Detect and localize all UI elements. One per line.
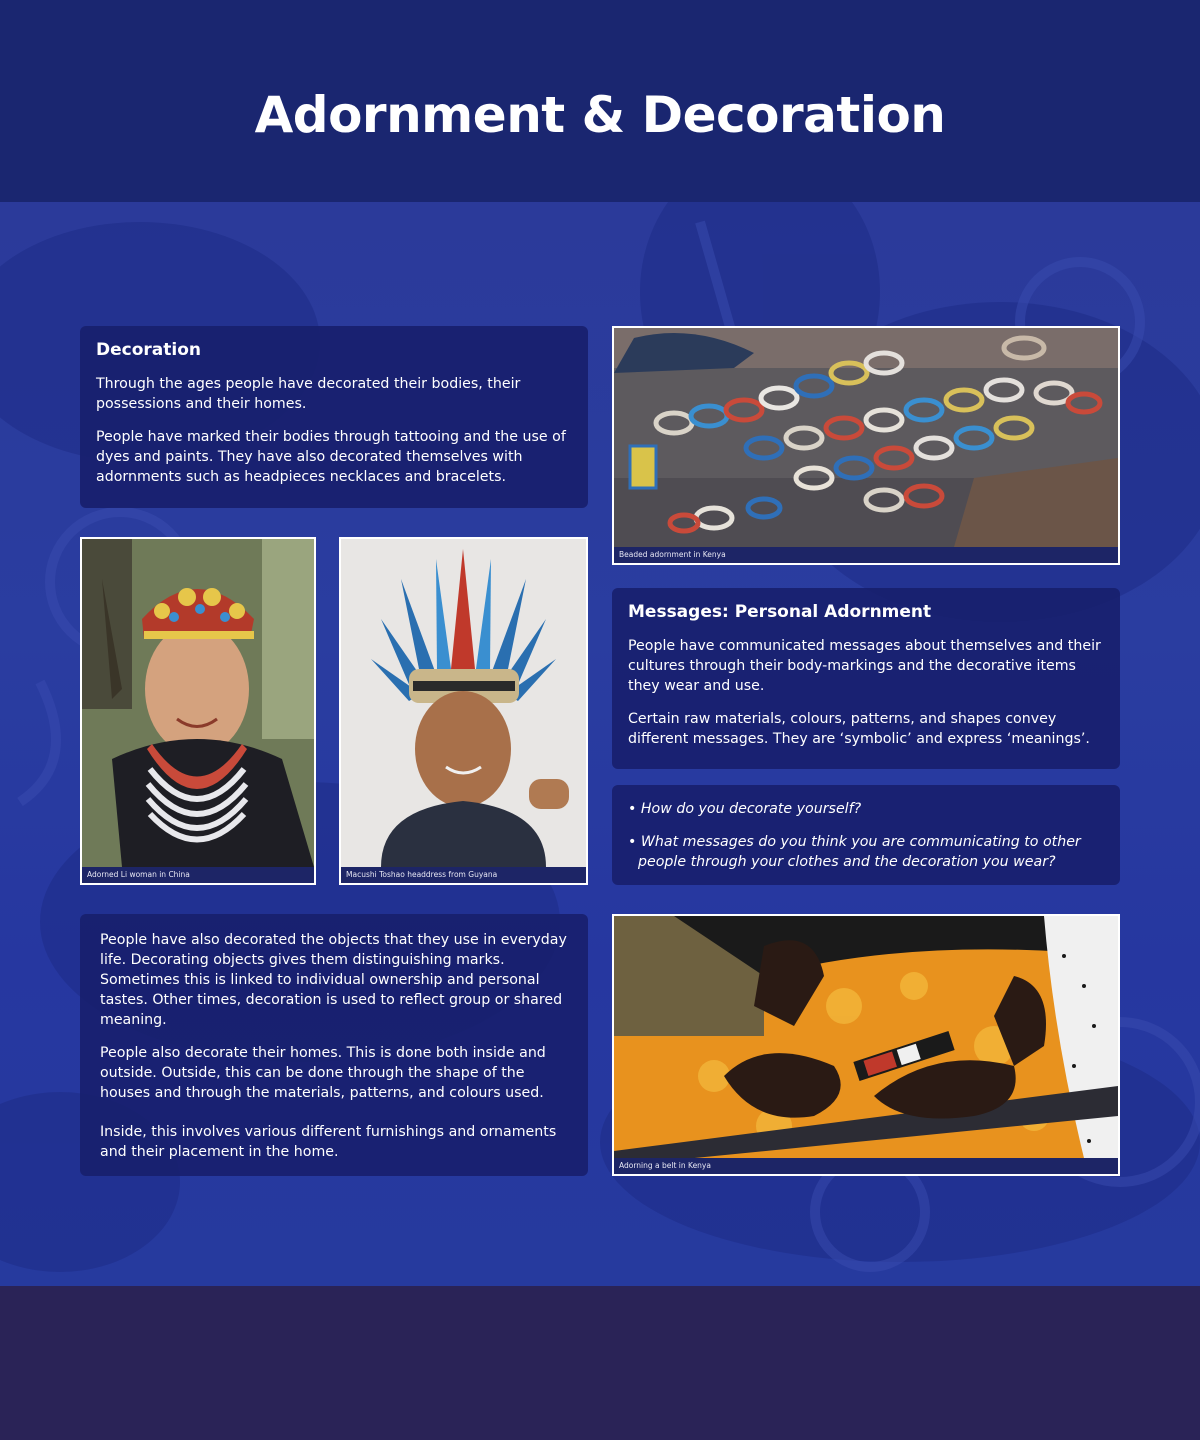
decoration-paragraph-2: People have marked their bodies through tattooing and the use of dyes and paints. They have also decorated themselves with adornments such as headpieces necklaces and bracelets. bbox=[96, 429, 566, 485]
page-title: Adornment & Decoration bbox=[254, 86, 946, 144]
question-2: • What messages do you think you are communicating to other people through your clothes and the decoration you wear? bbox=[628, 834, 1081, 870]
questions-panel bbox=[612, 785, 1120, 885]
photo-macushi-headdress bbox=[339, 537, 588, 885]
objects-paragraph-1: People have also decorated the objects that they use in everyday life. Decorating objects gives them distinguishing marks. Sometimes this is linked to individual ownership and personal tastes. Other times, decoration is used to reflect group or shared meaning. bbox=[100, 932, 567, 1028]
question-1: • How do you decorate yourself? bbox=[628, 801, 862, 817]
caption-li-woman: Adorned Li woman in China bbox=[82, 867, 314, 883]
photo-belt-kenya bbox=[612, 914, 1120, 1176]
belt-image bbox=[614, 916, 1118, 1158]
decoration-heading: Decoration bbox=[96, 340, 201, 360]
messages-paragraph-2: Certain raw materials, colours, patterns, and shapes convey different messages. They are ‘symbolic’ and express ‘meanings’. bbox=[628, 711, 1090, 747]
macushi-image bbox=[341, 539, 586, 867]
caption-macushi-headdress: Macushi Toshao headdress from Guyana bbox=[341, 867, 586, 883]
photo-li-woman bbox=[80, 537, 316, 885]
caption-belt-kenya: Adorning a belt in Kenya bbox=[614, 1158, 1118, 1174]
li-woman-image bbox=[82, 539, 314, 867]
decoration-paragraph-1: Through the ages people have decorated their bodies, their possessions and their homes. bbox=[96, 376, 521, 412]
decoration-panel bbox=[80, 326, 588, 508]
header-banner bbox=[0, 0, 1200, 202]
objects-paragraph-3: Inside, this involves various different furnishings and ornaments and their placement in the home. bbox=[100, 1124, 557, 1160]
messages-heading: Messages: Personal Adornment bbox=[628, 602, 932, 622]
caption-beaded-adornment: Beaded adornment in Kenya bbox=[614, 547, 1118, 563]
objects-panel bbox=[80, 914, 588, 1176]
messages-panel bbox=[612, 588, 1120, 769]
photo-beaded-adornment bbox=[612, 326, 1120, 565]
objects-paragraph-2: People also decorate their homes. This is done both inside and outside. Outside, this can be done through the shape of the houses and through the materials, patterns, and colours used. bbox=[100, 1045, 546, 1101]
beads-image bbox=[614, 328, 1118, 547]
messages-paragraph-1: People have communicated messages about themselves and their cultures through their body-markings and the decorative items they wear and use. bbox=[628, 638, 1101, 694]
footer-band bbox=[0, 1286, 1200, 1440]
